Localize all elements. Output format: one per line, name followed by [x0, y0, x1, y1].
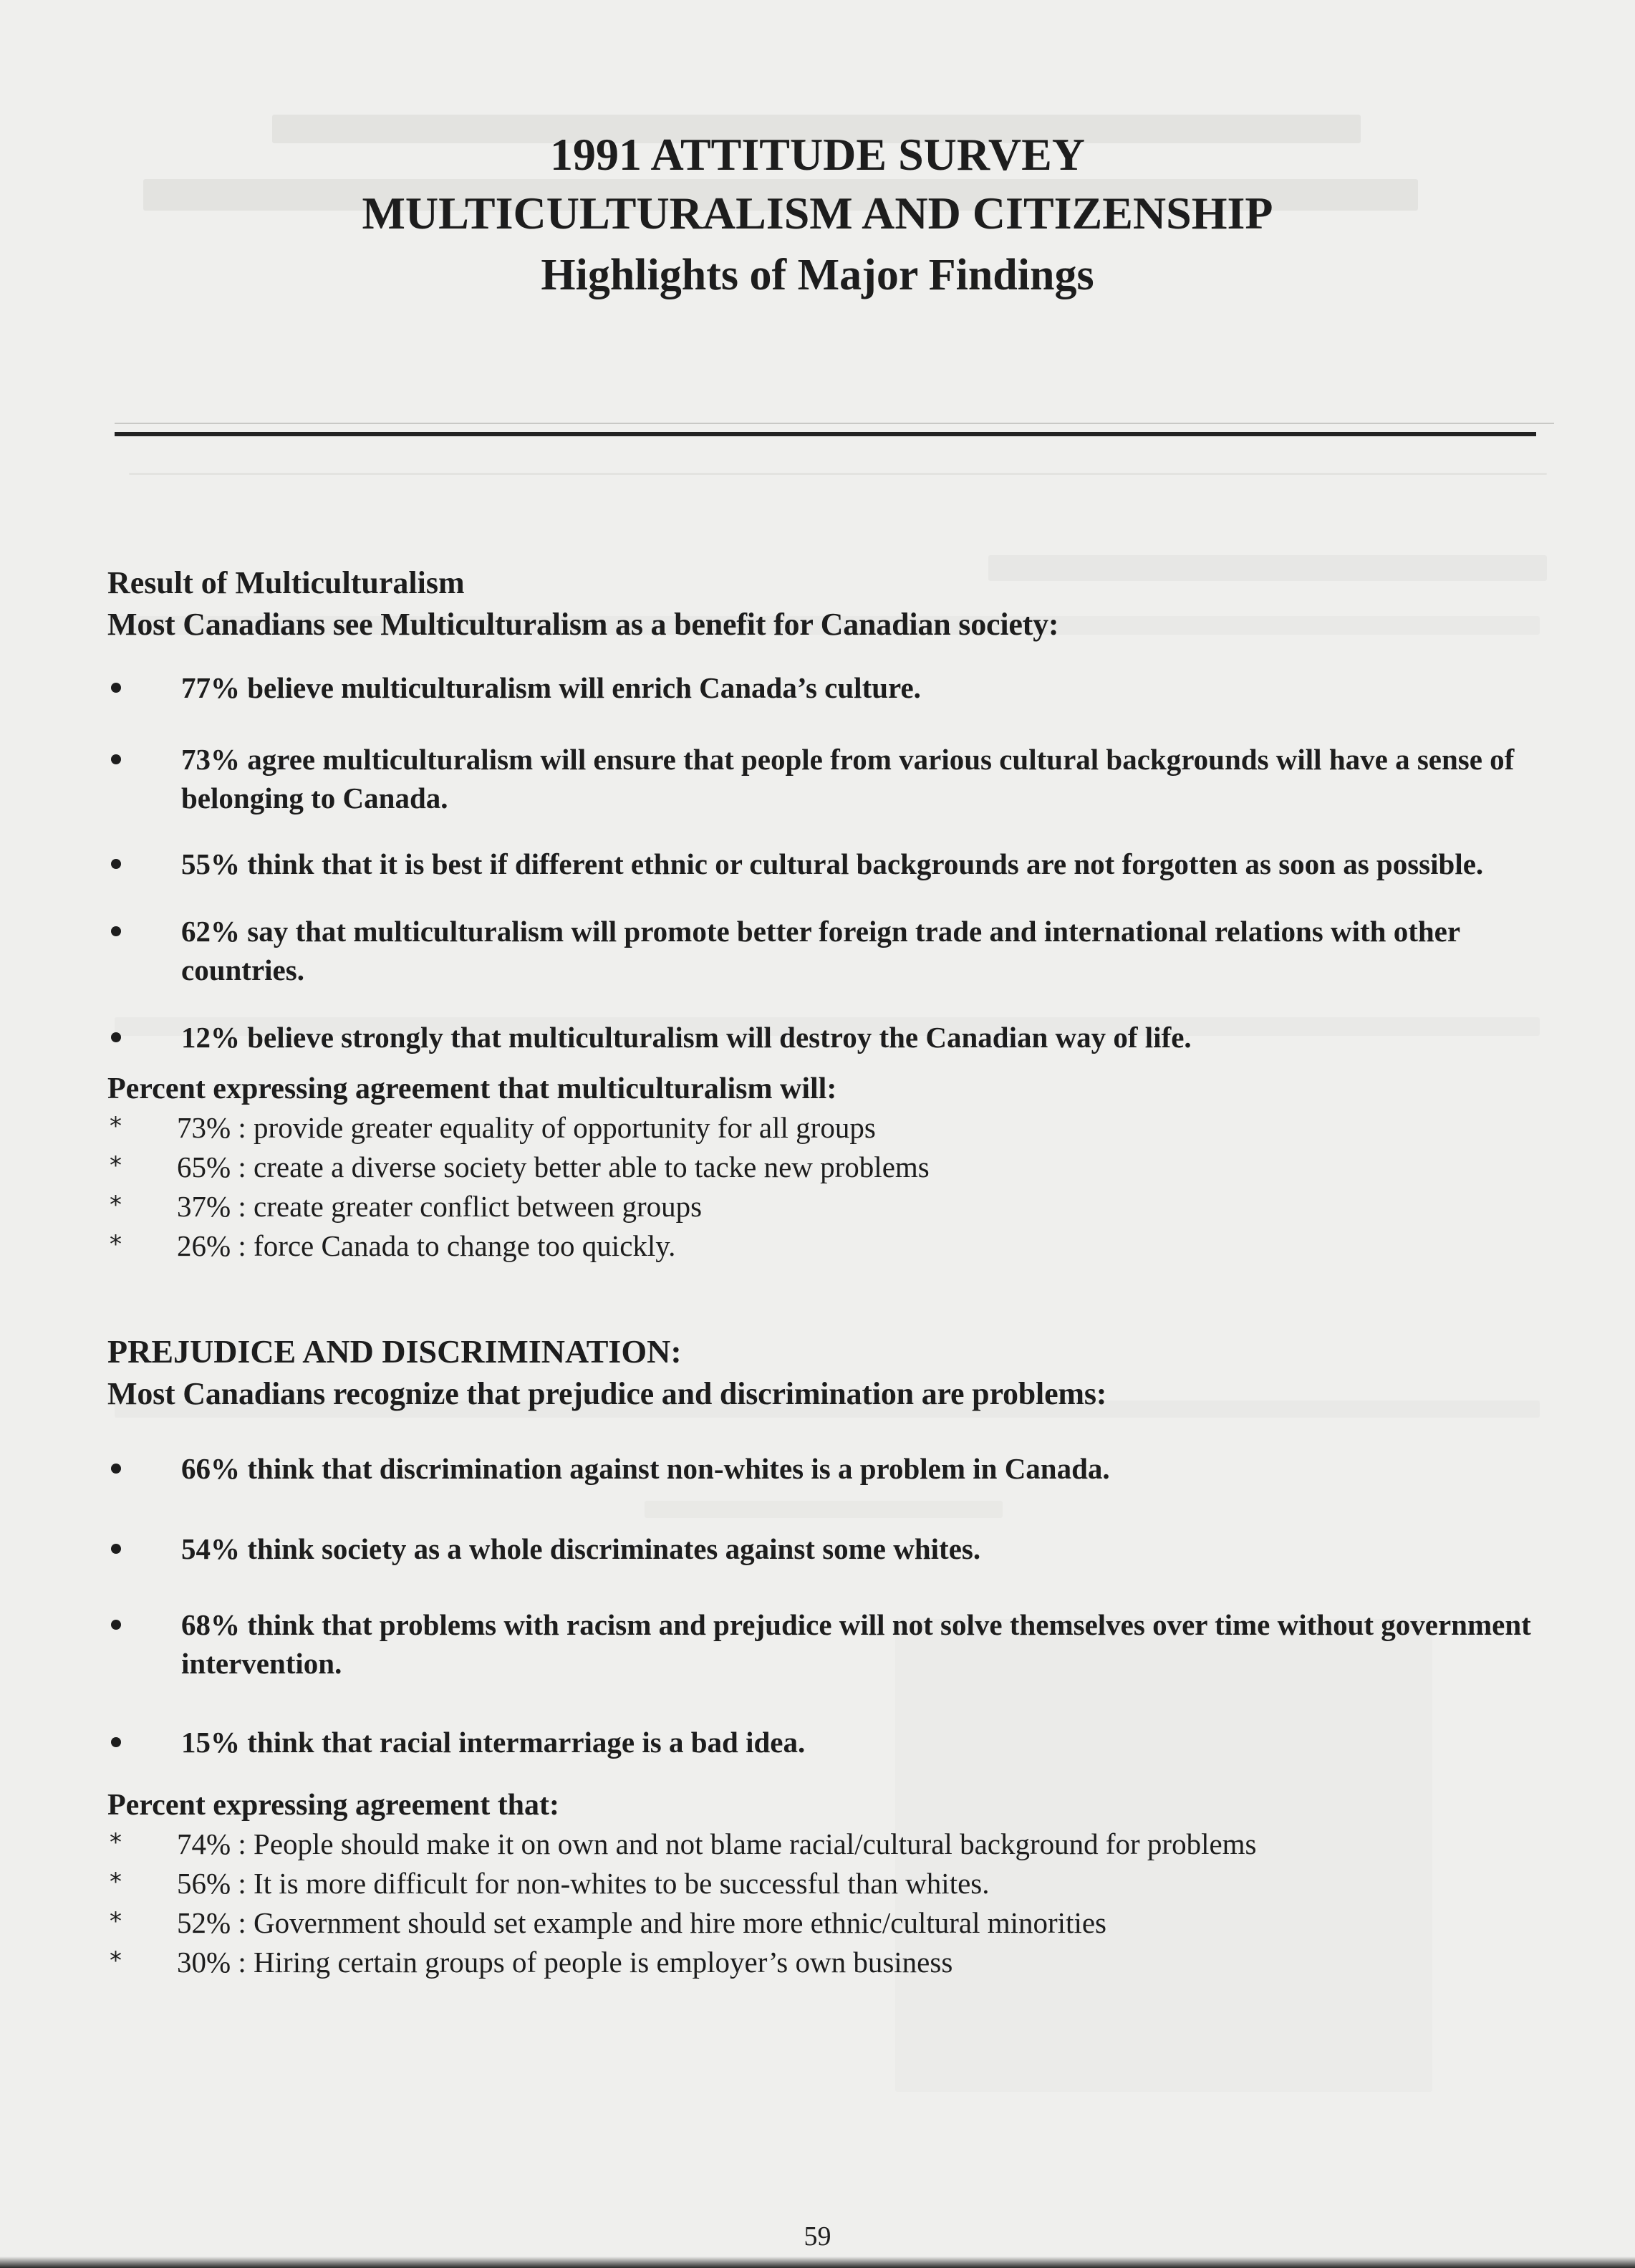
section-lead: Most Canadians see Multiculturalism as a benefit for Canadian society: — [107, 607, 1059, 642]
list-item: * 73% : provide greater equality of opportunity for all groups — [107, 1108, 1540, 1148]
list-item: 54% think society as a whole discriminates against some whites. — [107, 1529, 1540, 1568]
list-item: 55% think that it is best if different ethnic or cultural backgrounds are not forgotten as soon as possible. — [107, 845, 1540, 883]
agreement-heading: Percent expressing agreement that multiculturalism will: — [107, 1072, 837, 1105]
asterisk-icon: * — [110, 1946, 122, 1975]
prejudice-section — [107, 1330, 1540, 1982]
list-item: 62% say that multiculturalism will promote better foreign trade and international relations with other countries. — [107, 912, 1540, 989]
asterisk-icon: * — [110, 1191, 122, 1219]
bullet-icon — [111, 859, 121, 869]
list-item: * 74% : People should make it on own and not blame racial/cultural background for problems — [107, 1825, 1540, 1864]
agreement-heading: Percent expressing agreement that: — [107, 1789, 560, 1822]
page-header — [0, 125, 1635, 307]
list-item: 73% agree multiculturalism will ensure that people from various cultural backgrounds will have a sense of belonging to Canada. — [107, 740, 1540, 817]
bullet-icon — [111, 1737, 121, 1747]
page-edge-shadow — [0, 2257, 1635, 2268]
asterisk-icon: * — [110, 1868, 122, 1896]
list-item: 12% believe strongly that multiculturalism will destroy the Canadian way of life. — [107, 1018, 1540, 1057]
agreement-list — [107, 1825, 1540, 1982]
asterisk-icon: * — [110, 1112, 122, 1140]
list-item: 77% believe multiculturalism will enrich Canada’s culture. — [107, 668, 1540, 707]
faint-divider — [115, 423, 1554, 424]
asterisk-icon: * — [110, 1828, 122, 1857]
list-item: 15% think that racial intermarriage is a bad idea. — [107, 1723, 1540, 1762]
section-heading: PREJUDICE AND DISCRIMINATION: — [107, 1333, 682, 1370]
list-item: * 65% : create a diverse society better able to tacke new problems — [107, 1148, 1540, 1187]
asterisk-icon: * — [110, 1151, 122, 1180]
section-lead: Most Canadians recognize that prejudice and discrimination are problems: — [107, 1376, 1107, 1411]
asterisk-icon: * — [110, 1907, 122, 1936]
findings-title: Highlights of Major Findings — [541, 251, 1094, 299]
list-item: * 52% : Government should set example and hire more ethnic/cultural minorities — [107, 1903, 1540, 1943]
list-item: * 56% : It is more difficult for non-whites to be successful than whites. — [107, 1864, 1540, 1903]
multiculturalism-section — [107, 562, 1540, 1266]
prejudice-bullet-list — [107, 1449, 1540, 1762]
list-item: 66% think that discrimination against non-whites is a problem in Canada. — [107, 1449, 1540, 1488]
bleed-through-mark — [129, 473, 1547, 475]
bullet-icon — [111, 1620, 121, 1630]
list-item: * 30% : Hiring certain groups of people is employer’s own business — [107, 1943, 1540, 1982]
main-content — [107, 562, 1540, 1982]
list-item: 68% think that problems with racism and prejudice will not solve themselves over time without government intervention. — [107, 1605, 1540, 1683]
list-item: * 37% : create greater conflict between groups — [107, 1187, 1540, 1226]
agreement-list — [107, 1108, 1540, 1266]
survey-title: 1991 ATTITUDE SURVEY — [550, 129, 1085, 180]
bullet-icon — [111, 1544, 121, 1554]
bullet-icon — [111, 1464, 121, 1474]
header-divider — [115, 432, 1536, 436]
multiculturalism-bullet-list — [107, 668, 1540, 1057]
asterisk-icon: * — [110, 1230, 122, 1259]
survey-subtitle: MULTICULTURALISM AND CITIZENSHIP — [362, 188, 1273, 239]
bullet-icon — [111, 926, 121, 936]
bullet-icon — [111, 1032, 121, 1042]
list-item: * 26% : force Canada to change too quickly. — [107, 1226, 1540, 1266]
bullet-icon — [111, 754, 121, 764]
section-label: Result of Multiculturalism — [107, 565, 465, 600]
page-number: 59 — [804, 2221, 831, 2252]
bullet-icon — [111, 683, 121, 693]
